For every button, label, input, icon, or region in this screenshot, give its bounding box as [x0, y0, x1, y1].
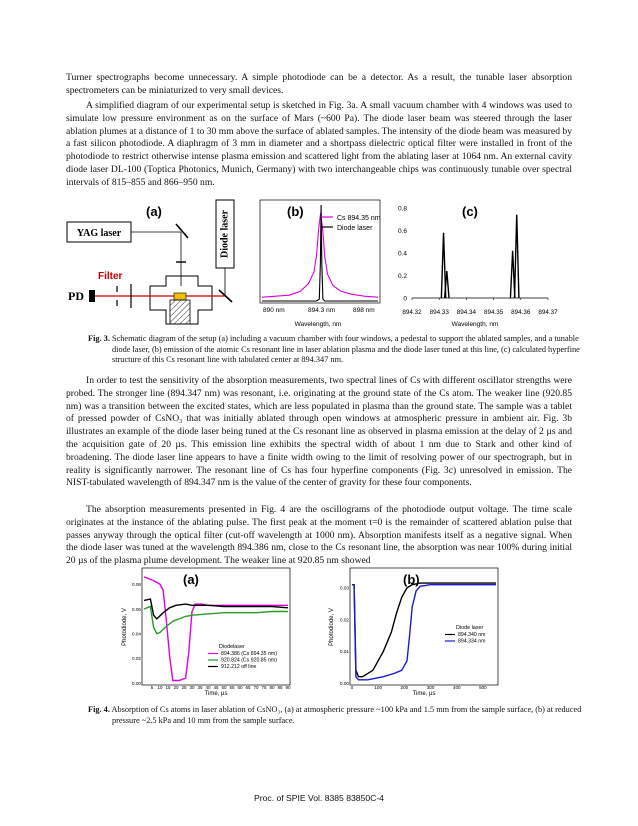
- fig3-caption-text: Schematic diagram of the setup (a) including a vacuum chamber with four windows, a pedestal to support the ablated samples, and a tunable diode laser, (b) emission of the atomic Cs resonant line in laser ablation plasma and the diode laser tuned at this line, (c) calculated hyperfine structure of this Cs resonant line with tabulated center at 894.347 nm.: [111, 334, 580, 365]
- fig4a-legend-title: Diodelaser: [219, 644, 245, 650]
- fig4-xtick-label: 200: [400, 685, 409, 690]
- pd-label: PD: [68, 289, 84, 303]
- fig4-xtick-label: 5: [150, 685, 154, 690]
- fig4-xtick-label: 35: [197, 685, 203, 690]
- paragraph-2: A simplified diagram of our experimental setup is sketched in Fig. 3a. A small vacuum chamber with 4 windows was used to simulate low pressure environment as on the surface of Mars (~600 Pa). The diode laser beam was steered through the laser ablation plumes at a distance of 1 to 30 mm above the surface of ablated samples. The intensity of the diode beam was measured by a fast silicon photodiode. A diaphragm of 3 mm in diameter and a shortpass dielectric optical filter were installed in front of the photodiode to restrict otherwise intense plasma emission and scattered light from the ablating laser at 1064 nm. An external cavity diode laser DL-100 (Toptica Photonics, Munich, Germany) with two interchangeable chips was continuously tunable over spectral intervals of 815–855 and 866–950 nm.: [66, 100, 572, 188]
- fig4-ytick-label: 0.02: [340, 617, 349, 623]
- fig3c-xtick-label: 894.36: [511, 309, 531, 316]
- fig3b-xtick: 894.3 nm: [308, 307, 336, 314]
- fig3c-chart: [398, 204, 558, 328]
- paragraph-3: In order to test the sensitivity of the absorption measurements, two spectral lines of Cs with different oscillator strengths were probed. The stronger line (894.347 nm) was resonant, i.e. originating at the ground state of the Cs atom. The weaker line (920.85 nm) was a transition between the excited states, which are less populated in plasma than the ground state. The sample was a tablet of pressed powder of CsNO₃ that was initially ablated through open windows at atmospheric pressure in ambient air. Fig. 3b illustrates an example of the diode laser being tuned at the Cs resonant line as observed in plasma emission at the delay of 2 µs and the acquisition gate of 20 µs. This emission line exhibits the spectral width of about 1 nm due to Stark and other kind of broadening. The diode laser line appears to have a finite width owing to the limit of resolving power of our spectrograph, but in reality is significantly narrower. The resonant line of Cs has four hyperfine components (Fig. 3c) unresolved in emission. The NIST-tabulated wavelength of 894.347 nm is the value of the center of gravity for these four components.: [66, 375, 572, 489]
- fig3-caption: [88, 334, 596, 366]
- fig4-xtick-label: 10: [157, 685, 163, 690]
- fig4-xtick-label: 60: [237, 685, 243, 690]
- diode-laser-label: Diode laser: [219, 209, 231, 259]
- fig4-xtick-label: 90: [285, 685, 291, 690]
- fig3c-ytick-label: 0.6: [397, 228, 407, 235]
- fig3b-xlabel: Wavelength, nm: [294, 321, 342, 328]
- filter-label: Filter: [98, 271, 123, 282]
- fig3b-tag: (b): [287, 204, 304, 219]
- fig4-legend-label: 912.212 off line: [221, 664, 257, 670]
- fig4-xtick-label: 0: [350, 685, 354, 690]
- fig3-caption-label: Fig. 3.: [88, 334, 110, 343]
- fig3b-chart: [260, 200, 381, 328]
- fig3c-xtick-label: 894.33: [429, 309, 449, 316]
- fig4-xtick-label: 500: [479, 685, 487, 690]
- fig3c-ytick-label: 0.8: [397, 205, 407, 213]
- fig3c-xtick-label: 894.35: [483, 309, 504, 316]
- fig4-legend-label: 894.340 nm: [458, 632, 486, 638]
- fig3c-ytick-label: 0.2: [397, 273, 407, 280]
- fig4-ytick-label: 0.06: [132, 606, 141, 612]
- fig4b-tag: (b): [403, 572, 420, 587]
- page-footer: Proc. of SPIE Vol. 8385 83850C-4: [254, 793, 384, 803]
- fig4-xtick-label: 30: [189, 685, 195, 690]
- fig4b-ylabel: Photodiode, V: [329, 608, 335, 646]
- fig4-ytick-label: 0.02: [132, 656, 141, 662]
- photodiode: [89, 290, 95, 302]
- fig4-xtick-label: 50: [221, 685, 227, 690]
- fig3c-tag: (c): [462, 204, 478, 219]
- fig4a-xlabel: Time, µs: [204, 691, 228, 697]
- fig4-xtick-label: 400: [452, 685, 461, 690]
- sample: [174, 293, 186, 300]
- fig4-xtick-label: 75: [261, 685, 267, 690]
- fig4-ytick-label: 0.00: [340, 680, 349, 686]
- fig3b-xtick: 898 nm: [353, 307, 375, 314]
- fig3b-legend-diode: Diode laser: [337, 225, 373, 232]
- fig3a-tag: (a): [146, 204, 162, 219]
- fig4-xtick-label: 20: [173, 685, 179, 690]
- pedestal: [170, 300, 190, 324]
- mirror-top: [176, 224, 188, 238]
- fig3c-xtick-label: 894.37: [538, 309, 558, 316]
- fig4-xtick-label: 100: [374, 685, 383, 690]
- fig3a-schematic: [67, 200, 234, 324]
- fig4-legend-label: 894.386 (Cs 894.35 nm): [221, 651, 277, 657]
- fig4-ytick-label: 0.03: [340, 585, 349, 591]
- fig4b-xlabel: Time, µs: [412, 691, 436, 697]
- fig4-xtick-label: 25: [181, 685, 187, 690]
- fig3c-hyperfine-line: [515, 215, 519, 298]
- fig4-legend-label: 894.334 nm: [458, 638, 486, 645]
- paragraph-4: The absorption measurements presented in Fig. 4 are the oscillograms of the photodiode output voltage. The time scale originates at the instance of the ablating pulse. The first peak at the moment t=0 is the remainder of scattered ablation pulse that passes anyway through the optical filter (cut-off wavelength at 1000 nm). Absorption manifests itself as a negative signal. When the diode laser was tuned at the wavelength 894.386 nm, close to the Cs resonant line, the absorption was near 100% during initial 20 µs of the plasma plume development. The weaker line at 920.85 nm showed: [66, 504, 572, 567]
- fig4-xtick-label: 55: [229, 685, 235, 690]
- fig4-ytick-label: 0.04: [132, 631, 141, 637]
- fig4-ytick-label: 0.08: [132, 582, 141, 588]
- fig4a-tag: (a): [183, 572, 199, 587]
- fig4-caption: [88, 705, 596, 726]
- fig3c-xlabel: Wavelength, nm: [451, 321, 499, 328]
- fig4b-legend-title: Diode laser: [456, 625, 484, 631]
- fig3c-ytick-label: 0.4: [397, 250, 407, 258]
- fig4-xtick-label: 45: [213, 685, 219, 690]
- fig4-caption-text: Absorption of Cs atoms in laser ablation of CsNO₃, (a) at atmospheric pressure ~100 kPa and 1.5 mm from the sample surface, (b) at reduced pressure ~2.5 kPa and 10 mm from the sample surface.: [111, 705, 582, 725]
- fig4-xtick-label: 85: [277, 685, 283, 690]
- fig4a-ylabel: Photodiode, V: [122, 608, 128, 646]
- fig3c-xtick-label: 894.32: [402, 309, 422, 316]
- fig4-xtick-label: 40: [205, 685, 211, 690]
- yag-laser-label: YAG laser: [76, 228, 122, 239]
- fig4-xtick-label: 70: [253, 685, 259, 690]
- fig4-ytick-label: 0.01: [340, 649, 349, 655]
- paragraph-1: Turner spectrographs become unnecessary. A simple photodiode can be a detector. As a result, the tunable laser absorption spectrometers can be miniaturized to very small devices.: [66, 72, 572, 96]
- fig4-legend-label: 920.824 (Cs 920.85 nm): [221, 657, 277, 664]
- fig4-caption-label: Fig. 4.: [88, 705, 110, 714]
- fig3b-legend-cs: Cs 894.35 nm: [337, 215, 381, 222]
- fig4-ytick-label: 0.00: [132, 680, 141, 686]
- fig4-xtick-label: 80: [269, 685, 275, 690]
- fig4-xtick-label: 15: [165, 685, 171, 690]
- fig4-xtick-label: 300: [426, 685, 435, 690]
- fig3b-xtick: 890 nm: [263, 307, 285, 314]
- fig4-xtick-label: 65: [245, 685, 251, 690]
- fig3c-ytick-label: 0: [403, 295, 407, 303]
- fig3c-xtick-label: 894.34: [456, 309, 477, 316]
